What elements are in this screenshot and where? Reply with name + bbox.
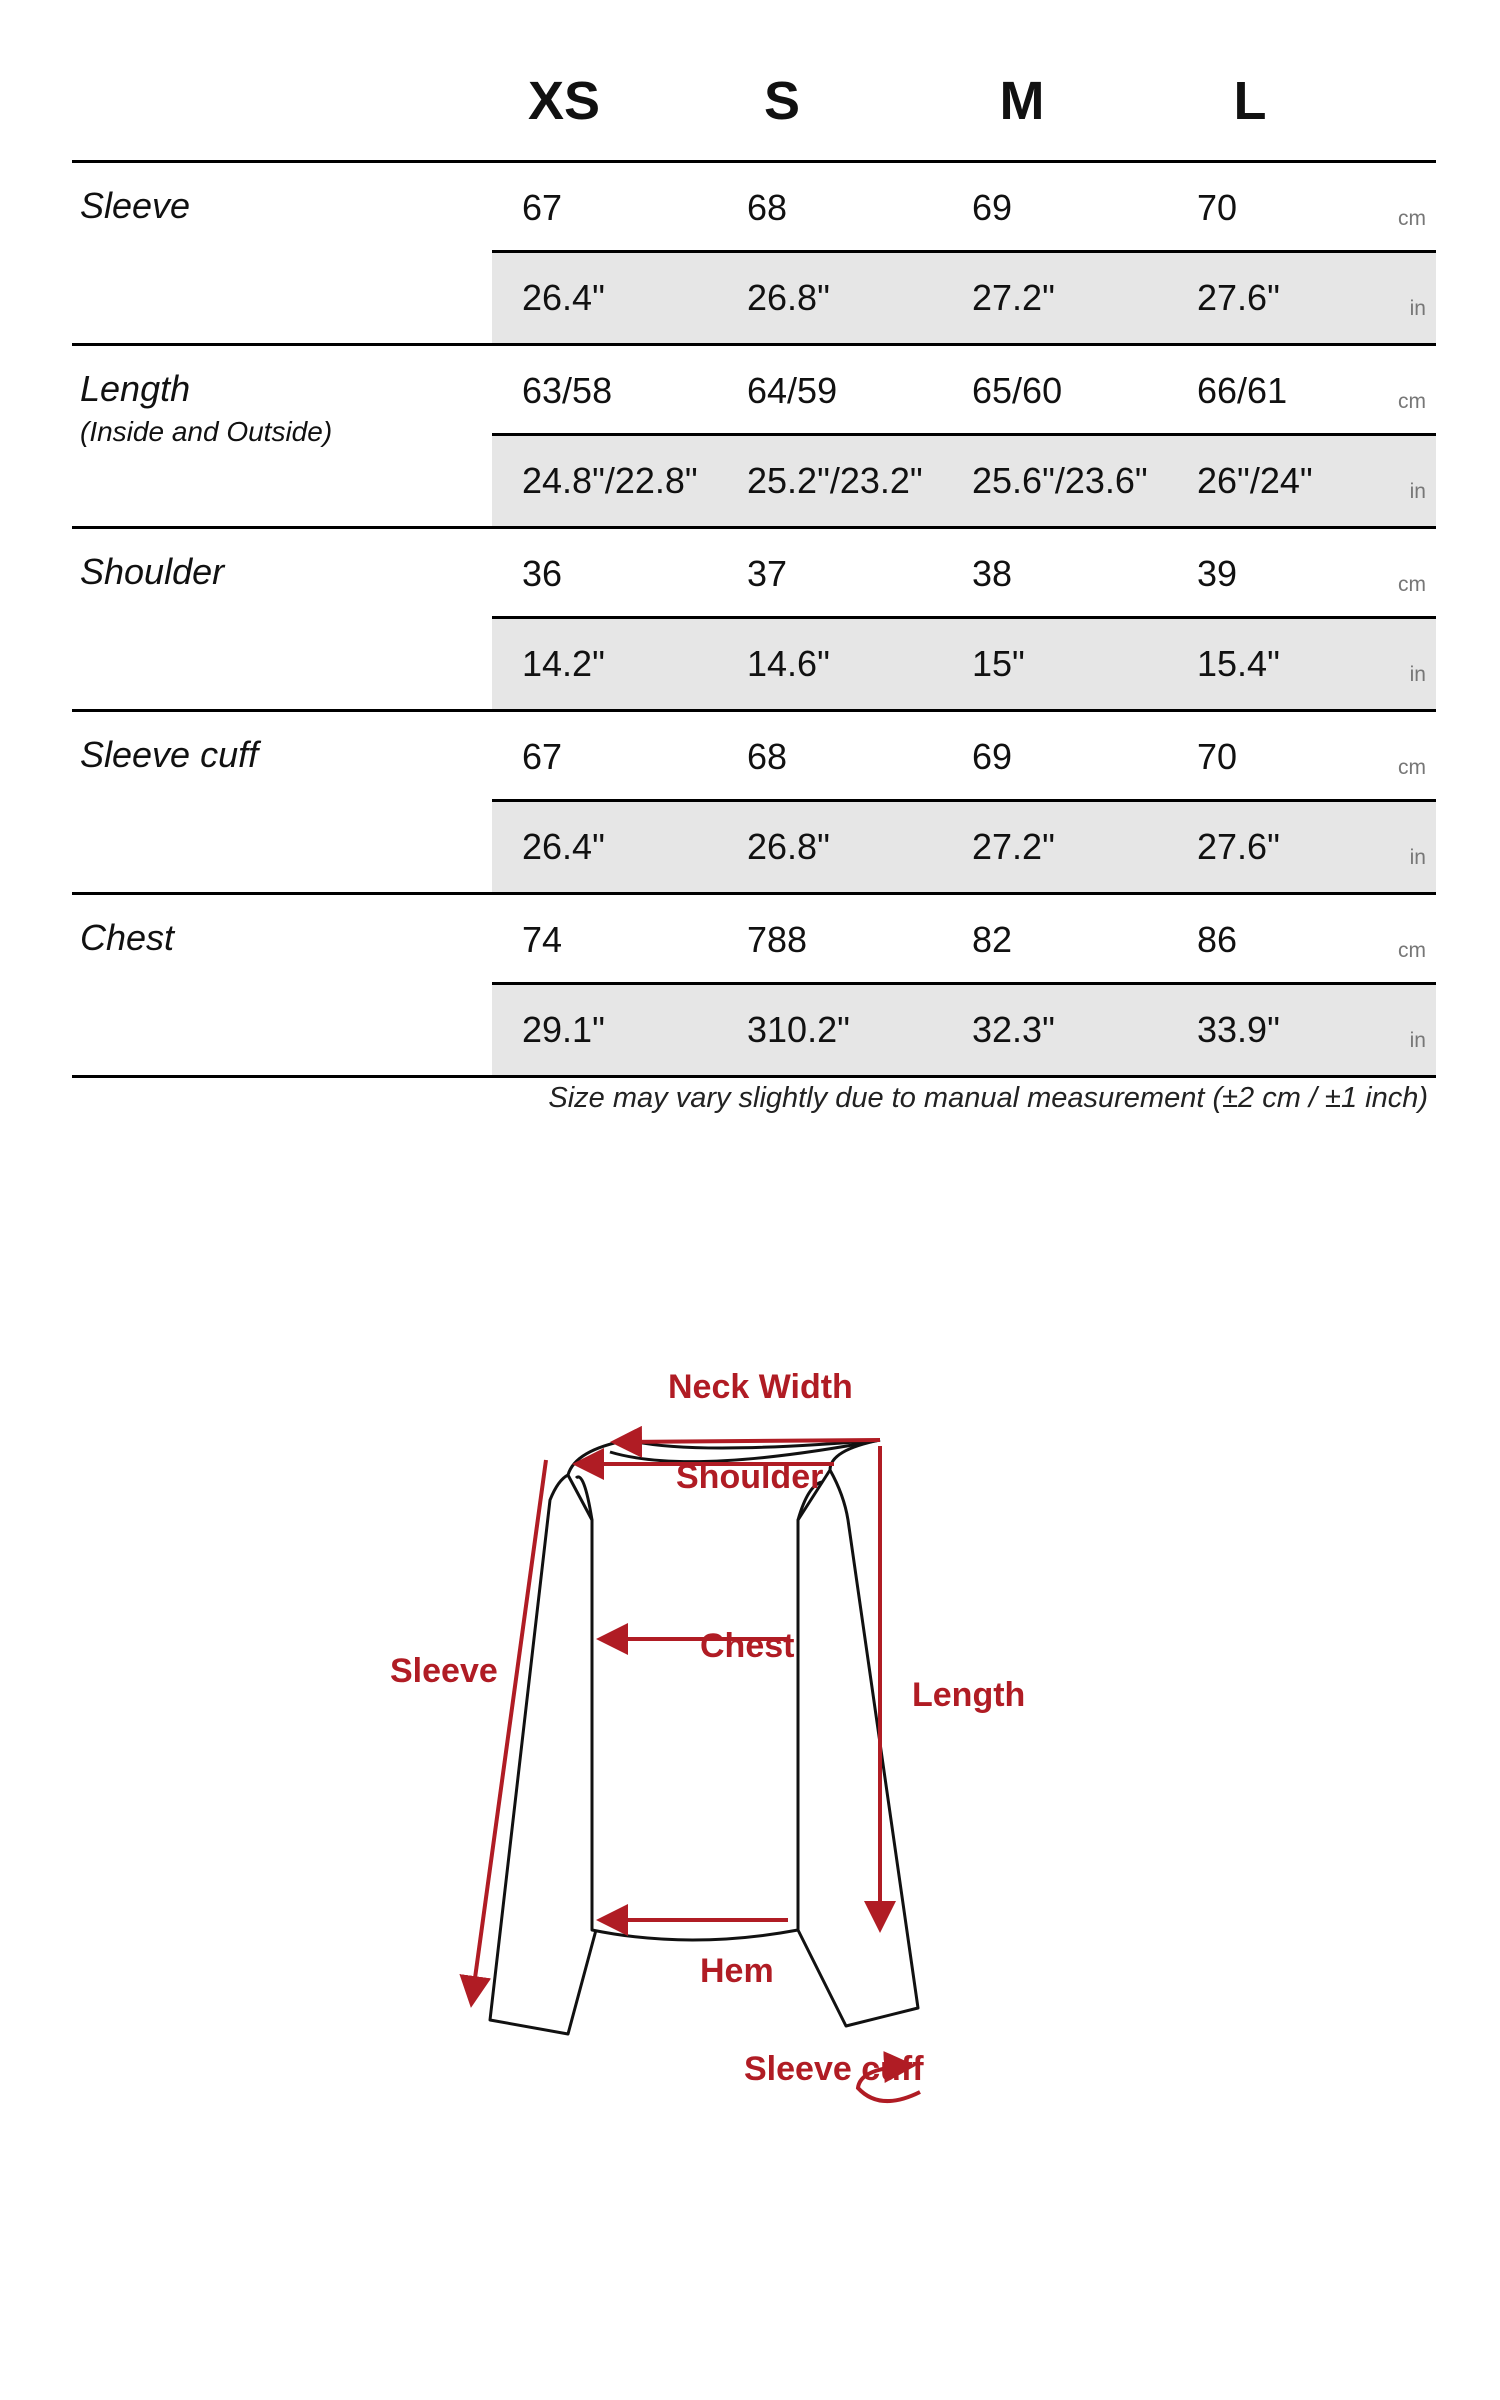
label-chest: Chest: [700, 1627, 795, 1665]
unit-label-cm: cm: [1398, 207, 1426, 230]
unit-label-cm: cm: [1398, 573, 1426, 596]
measurement-label: Chest: [80, 917, 175, 958]
value-cell: 67: [522, 736, 563, 777]
size-header-l: L: [1233, 71, 1267, 131]
cm-row: [492, 163, 1436, 253]
label-length: Length: [912, 1676, 1026, 1714]
value-cell: 29.1": [522, 1009, 605, 1050]
label-sleeve: Sleeve: [390, 1652, 498, 1690]
label-shoulder: Shoulder: [676, 1458, 824, 1496]
value-cell: 86: [1197, 919, 1238, 960]
inch-row: [492, 619, 1436, 709]
garment-diagram: [360, 1360, 1080, 2120]
unit-label-cm: cm: [1398, 939, 1426, 962]
cm-row: [492, 712, 1436, 802]
value-cell: 68: [747, 187, 788, 228]
value-cell: 38: [972, 553, 1013, 594]
left-sleeve-inner-seam: [576, 1477, 592, 1520]
value-cell: 26.8": [747, 277, 830, 318]
measurement-sublabel: (Inside and Outside): [80, 416, 333, 447]
value-cell: 25.6"/23.6": [972, 460, 1148, 501]
size-header-s: S: [763, 71, 801, 131]
value-cell: 68: [747, 736, 788, 777]
value-cell: 39: [1197, 553, 1238, 594]
inch-row: [492, 985, 1436, 1075]
size-header-m: M: [999, 71, 1045, 131]
value-cell: 14.2": [522, 643, 605, 684]
unit-label-in: in: [1409, 297, 1426, 320]
unit-label-in: in: [1409, 480, 1426, 503]
value-cell: 70: [1197, 187, 1238, 228]
value-cell: 69: [972, 187, 1013, 228]
measurement-group-length: [72, 346, 1436, 529]
neck-width-arrow: [618, 1440, 880, 1442]
unit-label-in: in: [1409, 846, 1426, 869]
unit-label-cm: cm: [1398, 390, 1426, 413]
cm-row: [492, 529, 1436, 619]
value-cell: 27.2": [972, 826, 1055, 867]
measurement-label: Sleeve: [80, 185, 191, 226]
value-cell: 788: [747, 919, 808, 960]
body-outline: [568, 1440, 880, 1940]
value-cell: 33.9": [1197, 1009, 1280, 1050]
garment-outline: [490, 1440, 918, 2034]
value-cell: 65/60: [972, 370, 1063, 411]
value-cell: 66/61: [1197, 370, 1288, 411]
value-cell: 69: [972, 736, 1013, 777]
value-cell: 26.4": [522, 277, 605, 318]
inch-row: [492, 436, 1436, 526]
value-cell: 24.8"/22.8": [522, 460, 698, 501]
measurement-label: Shoulder: [80, 551, 225, 592]
value-cell: 25.2"/23.2": [747, 460, 923, 501]
size-header-xs: XS: [527, 71, 601, 131]
unit-label-in: in: [1409, 663, 1426, 686]
measurement-group-sleeve-cuff: [72, 712, 1436, 895]
measurement-label: Length: [80, 368, 191, 409]
sleeve-arrow: [472, 1460, 546, 2000]
right-sleeve-outline: [798, 1470, 918, 2026]
measurement-group-shoulder: [72, 529, 1436, 712]
unit-label-cm: cm: [1398, 756, 1426, 779]
label-hem: Hem: [700, 1952, 774, 1990]
value-cell: 14.6": [747, 643, 830, 684]
unit-label-in: in: [1409, 1029, 1426, 1052]
size-table: [72, 60, 1436, 1078]
cm-row: [492, 895, 1436, 985]
value-cell: 26.4": [522, 826, 605, 867]
value-cell: 27.6": [1197, 826, 1280, 867]
value-cell: 67: [522, 187, 563, 228]
label-neck-width: Neck Width: [668, 1368, 853, 1406]
inch-row: [492, 802, 1436, 892]
measurement-note: Size may vary slightly due to manual measurement (±2 cm / ±1 inch): [548, 1082, 1428, 1114]
measurement-group-sleeve: [72, 163, 1436, 346]
value-cell: 70: [1197, 736, 1238, 777]
value-cell: 82: [972, 919, 1013, 960]
cm-row: [492, 346, 1436, 436]
value-cell: 36: [522, 553, 563, 594]
value-cell: 74: [522, 919, 563, 960]
diagram-labels: [390, 1368, 1025, 2088]
inch-row: [492, 253, 1436, 343]
value-cell: 310.2": [747, 1009, 850, 1050]
value-cell: 15.4": [1197, 643, 1280, 684]
value-cell: 32.3": [972, 1009, 1055, 1050]
measurement-group-chest: [72, 895, 1436, 1078]
measurement-arrows: [472, 1440, 920, 2101]
value-cell: 27.6": [1197, 277, 1280, 318]
value-cell: 26.8": [747, 826, 830, 867]
value-cell: 27.2": [972, 277, 1055, 318]
label-sleeve-cuff: Sleeve cuff: [744, 2050, 924, 2088]
value-cell: 64/59: [747, 370, 838, 411]
value-cell: 15": [972, 643, 1025, 684]
value-cell: 63/58: [522, 370, 613, 411]
value-cell: 37: [747, 553, 788, 594]
value-cell: 26"/24": [1197, 460, 1313, 501]
size-header-row: [72, 60, 1436, 163]
measurement-label: Sleeve cuff: [80, 734, 259, 775]
